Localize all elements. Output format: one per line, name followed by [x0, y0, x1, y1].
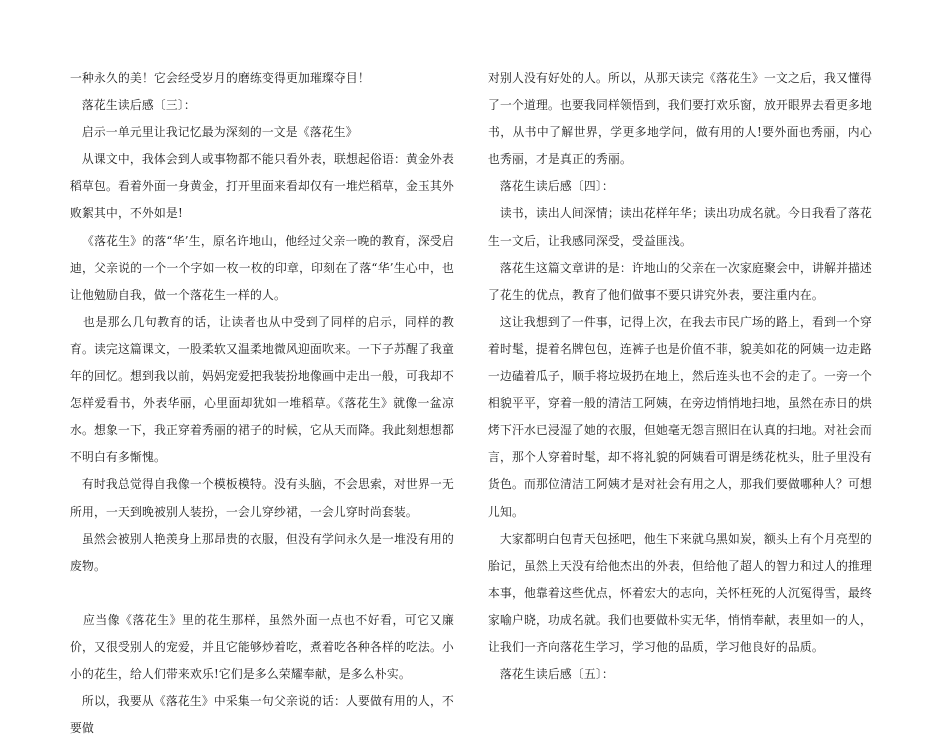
paragraph: 对别人没有好处的人。所以，从那天读完《落花生》一文之后，我又懂得了一个道理。也要我同样领悟到，我们要打欢乐窗，放开眼界去看更多地书，从书中了解世界，学更多地学问，做有用的人!要外面也秀丽，内心也秀丽，才是真正的秀丽。	[488, 71, 872, 167]
paragraph: 从课文中，我体会到人或事物都不能只看外表，联想起俗语：黄金外表稻草包。看着外面一身黄金，打开里面来看却仅有一堆烂稻草，金玉其外败絮其中，不外如是!	[70, 152, 454, 221]
paragraph: 启示一单元里让我记忆最为深刻的一文是《落花生》	[70, 125, 358, 140]
blank-line	[70, 580, 454, 607]
paragraph: 一种永久的美！它会经受岁月的磨练变得更加璀璨夺目！	[70, 71, 370, 85]
section-heading: 落花生读后感〔五〕：	[488, 667, 614, 682]
right-column	[488, 65, 872, 688]
paragraph: 也是那么几句教育的话，让读者也从中受到了同样的启示，同样的教育。读完这篇课文，一股柔软又温柔地微风迎面吹来。一下子苏醒了我童年的回忆。想到我以前，妈妈宠爱把我装扮地像画中走出一般，可我却不怎样爱看书，外表华丽，心里面却犹如一堆稻草。《落花生》就像一盆凉水。想象一下，我正穿着秀丽的裙子的时候，它从天而降。我此刻想想都不明白有多惭愧。	[70, 314, 454, 465]
paragraph: 大家都明白包青天包拯吧，他生下来就乌黑如炭，额头上有个月亮型的胎记，虽然上天没有给他杰出的外表，但给他了超人的智力和过人的推理本事，他靠着这些优点，怀着宏大的志向，关怀枉死的人沉冤得雪，最终家喻户晓，功成名就。我们也要做朴实无华，悄悄奉献，表里如一的人，让我们一齐向落花生学习，学习他的品质，学习他良好的品质。	[488, 531, 872, 654]
paragraph: 虽然会被别人艳羡身上那昂贵的衣服，但没有学问永久是一堆没有用的废物。	[70, 531, 454, 573]
paragraph: 读书，读出人间深情；读出花样年华；读出功成名就。今日我看了落花生一文后，让我感同深受，受益匪浅。	[488, 206, 872, 248]
paragraph: 《落花生》的落“华’生，原名许地山，他经过父亲一晚的教育，深受启迪，父亲说的一个一个字如一枚一枚的印章，印刻在了落“华’生心中，也让他勉励自我，做一个落花生一样的人。	[70, 233, 454, 302]
paragraph: 应当像《落花生》里的花生那样，虽然外面一点也不好看，可它又廉价，又很受别人的宠爱，并且它能够炒着吃，煮着吃各种各样的吃法。小小的花生，给人们带来欢乐!它们是多么荣耀奉献，是多么朴实。	[70, 612, 454, 681]
paragraph: 这让我想到了一件事，记得上次，在我去市民广场的路上，看到一个穿着时髦，提着名牌包包，连裤子也是价值不菲，貌美如花的阿姨一边走路一边磕着瓜子，顺手将垃圾扔在地上，然后连头也不会的走了。一旁一个相貌平平，穿着一般的清洁工阿姨，在旁边悄悄地扫地，虽然在赤日的烘烤下汗水已浸湿了她的衣服，但她毫无怨言照旧在认真的扫地。对社会而言，那个人穿着时髦，却不将礼貌的阿姨看可谓是绣花枕头，肚子里没有货色。而那位清洁工阿姨才是对社会有用之人，那我们要做哪种人？可想儿知。	[488, 314, 872, 519]
paragraph: 有时我总觉得自我像一个模板模特。没有头脑，不会思索，对世界一无所用，一天到晚被别人装扮，一会儿穿纱裙，一会儿穿时尚套装。	[70, 477, 454, 519]
left-column	[70, 65, 454, 742]
section-heading: 落花生读后感〔三〕：	[70, 98, 196, 113]
section-heading: 落花生读后感〔四〕：	[488, 179, 614, 194]
paragraph: 所以，我要从《落花生》中采集一句父亲说的话：人要做有用的人，不要做	[70, 694, 454, 736]
paragraph: 落花生这篇文章讲的是：许地山的父亲在一次家庭聚会中，讲解并描述了花生的优点，教育了他们做事不要只讲究外表，要注重内在。	[488, 260, 872, 302]
